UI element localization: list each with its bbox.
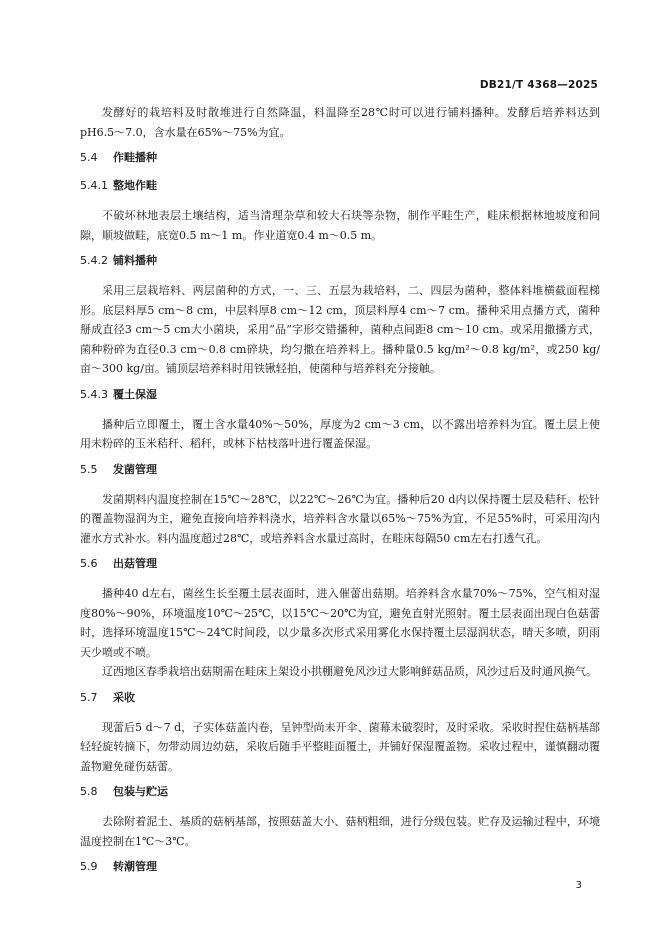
section-title: 整地作畦 xyxy=(113,179,157,192)
document-body xyxy=(80,103,600,887)
paragraph-fermentation: 发酵好的栽培料及时散堆进行自然降温，料温降至28℃时可以进行铺料播种。发酵后培养料达到pH6.5～7.0，含水量在65%～75%为宜。 xyxy=(80,106,600,139)
section-title: 包装与贮运 xyxy=(113,785,168,798)
section-heading-5-4-1 xyxy=(80,178,600,194)
section-heading-5-4 xyxy=(80,150,600,166)
section-number: 5.9 xyxy=(80,860,98,873)
section-title: 铺料播种 xyxy=(113,254,157,267)
section-number: 5.7 xyxy=(80,690,98,704)
section-heading-5-6 xyxy=(80,556,600,572)
section-title: 覆土保湿 xyxy=(113,387,157,401)
section-heading-5-4-3 xyxy=(80,387,600,403)
section-heading-5-9 xyxy=(80,859,600,875)
paragraph-mycelium-management: 发菌期料内温度控制在15℃～28℃，以22℃～26℃为宜。播种后20 d内以保持覆土层及秸秆、松针的覆盖物湿润为主，避免直接向培养料浇水，培养料含水量以65%～75%为宜，不足55%时，可采用沟内灌水方式补水。料内温度超过28℃，或培养料含水量过高时，在畦床每隔50 cm左右打透气孔。 xyxy=(80,492,600,545)
section-title: 发菌管理 xyxy=(113,462,157,476)
standard-code: DB21/T 4368—2025 xyxy=(479,79,598,91)
paragraph-soil-cover: 播种后立即覆土，覆土含水量40%～50%，厚度为2 cm～3 cm，以不露出培养料为宜。覆土层上使用未粉碎的玉米秸秆、稻秆，或林下枯枝落叶进行覆盖保湿。 xyxy=(80,417,600,450)
paragraph-packaging: 去除附着泥土、基质的菇柄基部，按照菇盖大小、菇柄粗细，进行分级包装。贮存及运输过程中，环境温度控制在1℃～3℃。 xyxy=(80,815,600,848)
section-number: 5.8 xyxy=(80,785,98,798)
paragraph-sowing: 采用三层栽培料、两层菌种的方式，一、三、五层为栽培料，二、四层为菌种，整体料堆横截面程梯形。底层料厚5 cm～8 cm，中层料厚8 cm～12 cm，顶层料厚4 cm～7 cm。播种采用点播方式，菌种掰成直径3 cm～5 cm大小菌块，采用“品”字形交错播种，菌种点间距8 cm～10 cm。或采用撒播方式，菌种粉碎为直径0.3 cm～0.8 cm碎块，均匀撒在培养料上。播种量0.5 kg/m²～0.8 kg/m²，或250 kg/亩～300 kg/亩。铺顶层培养料时用铁锹轻拍，使菌种与培养料充分接触。 xyxy=(80,284,600,375)
section-title: 转潮管理 xyxy=(113,860,157,873)
section-heading-5-7 xyxy=(80,690,600,706)
section-heading-5-8 xyxy=(80,784,600,800)
section-heading-5-4-2 xyxy=(80,253,600,269)
paragraph-fruiting-management: 播种40 d左右，菌丝生长至覆土层表面时，进入催蕾出菇期。培养料含水量70%～75%，空气相对湿度80%～90%，环境温度10℃～25℃，以15℃～20℃为宜，避免直射光照射。覆土层表面出现白色菇蕾时，选择环境温度15℃～24℃时间段，以少量多次形式采用雾化水保持覆土层湿润状态，晴天多喷，阴雨天少喷或不喷。 xyxy=(80,587,600,659)
section-number: 5.5 xyxy=(80,462,98,476)
section-title: 作畦播种 xyxy=(113,151,157,164)
section-number: 5.4 xyxy=(80,151,98,164)
section-number: 5.4.2 xyxy=(80,254,108,267)
page-number: 3 xyxy=(575,880,582,891)
paragraph-western-liaoning: 辽西地区春季栽培出菇期需在畦床上架设小拱棚避免风沙过大影响鲜菇品质，风沙过后及时通风换气。 xyxy=(102,665,597,678)
section-title: 出菇管理 xyxy=(113,557,157,570)
section-title: 采收 xyxy=(113,690,135,704)
paragraph-harvest: 现蕾后5 d～7 d，子实体菇盖内卷，呈钟型尚未开伞、菌幕未破裂时，及时采收。采收时捏住菇柄基部轻轻旋转摘下，勿带动周边幼菇，采收后随手平整畦面覆土，并铺好保湿覆盖物。采收过程中，谨慎翻动覆盖物避免碰伤菇蕾。 xyxy=(80,720,600,773)
paragraph-land-prep: 不破坏林地表层土壤结构，适当清理杂草和较大石块等杂物，制作平畦生产，畦床根据林地坡度和间隙，顺坡做畦，底宽0.5 m～1 m。作业道宽0.4 m～0.5 m。 xyxy=(80,209,600,242)
section-number: 5.6 xyxy=(80,557,98,570)
section-heading-5-5 xyxy=(80,462,600,478)
section-number: 5.4.1 xyxy=(80,179,108,192)
section-number: 5.4.3 xyxy=(80,387,108,401)
